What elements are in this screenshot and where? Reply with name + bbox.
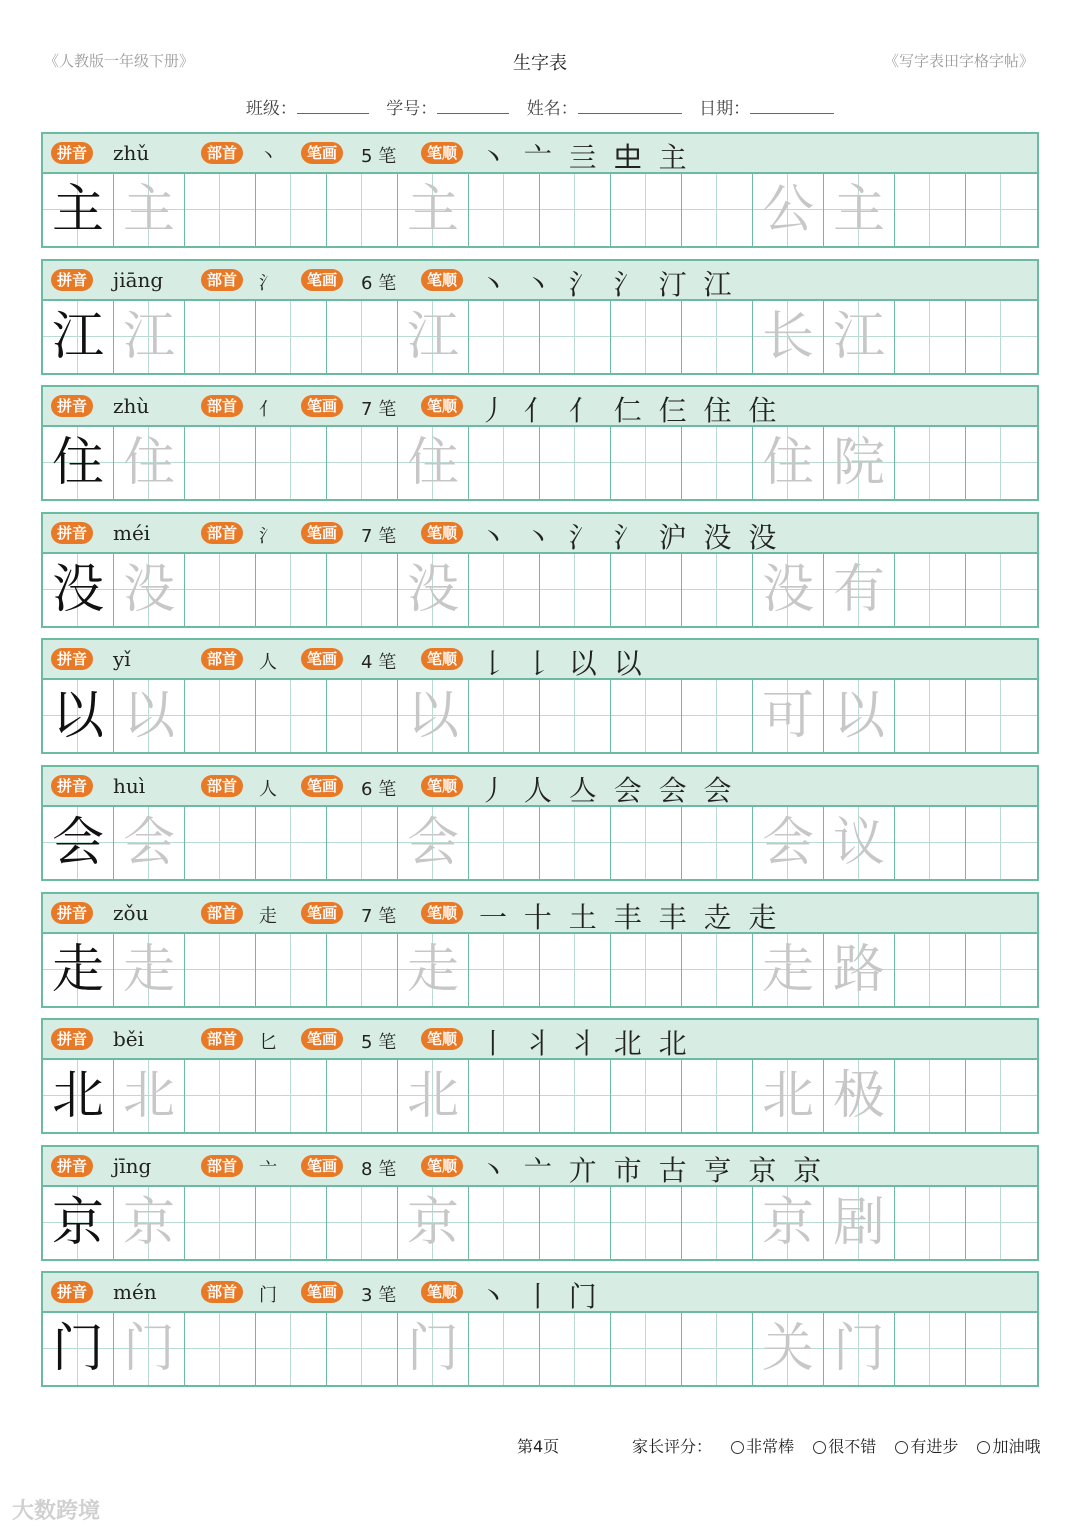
blank-practice-cell[interactable] [966, 680, 1037, 752]
circle-icon [813, 1441, 826, 1454]
stroke-suffix: 笔 [378, 906, 397, 927]
radical-badge: 部首 [201, 269, 243, 291]
blank-practice-cell[interactable] [256, 1187, 327, 1259]
blank-practice-cell[interactable] [540, 934, 611, 1006]
blank-practice-cell[interactable] [327, 934, 398, 1006]
radical-badge: 部首 [201, 522, 243, 544]
blank-practice-cell[interactable] [185, 1187, 256, 1259]
character-info-bar [43, 1020, 1037, 1060]
stroke-order-badge: 笔顺 [421, 1155, 463, 1177]
word-character[interactable]: 可 [753, 680, 824, 752]
pinyin-text: zhù [113, 394, 150, 418]
blank-practice-cell[interactable] [540, 1187, 611, 1259]
word-character[interactable]: 北 [753, 1060, 824, 1132]
model-character[interactable]: 以 [43, 680, 114, 752]
blank-practice-cell[interactable] [327, 680, 398, 752]
strokes-badge: 笔画 [301, 269, 343, 291]
trace-character[interactable]: 京 [398, 1187, 469, 1259]
pinyin-text: huì [113, 774, 146, 798]
circle-icon [731, 1441, 744, 1454]
writing-grid [43, 1060, 1037, 1132]
stroke-count [361, 902, 396, 928]
trace-character[interactable]: 北 [114, 1060, 185, 1132]
stroke-order: 丿 亻 亻 仁 仨 住 住 [479, 394, 781, 427]
character-info-bar [43, 261, 1037, 301]
blank-practice-cell[interactable] [611, 554, 682, 626]
blank-practice-cell[interactable] [256, 174, 327, 246]
radical-text: 走 [259, 906, 277, 927]
blank-practice-cell[interactable] [682, 1060, 753, 1132]
stroke-suffix: 笔 [378, 1285, 397, 1306]
rating-option[interactable]: 非常棒 [731, 1437, 794, 1456]
blank-practice-cell[interactable] [185, 301, 256, 373]
blank-practice-cell[interactable] [611, 680, 682, 752]
stroke-order: 丨 丬 丬 北 北 [479, 1027, 691, 1060]
stroke-count [361, 1028, 396, 1054]
character-row [41, 1018, 1039, 1134]
blank-practice-cell[interactable] [256, 301, 327, 373]
strokes-badge: 笔画 [301, 522, 343, 544]
pinyin-badge: 拼音 [51, 1155, 93, 1177]
blank-practice-cell[interactable] [327, 174, 398, 246]
pinyin-text: mén [113, 1280, 157, 1304]
stroke-order: 丶 亠 亖 𠀐 主 [479, 141, 691, 174]
blank-practice-cell[interactable] [327, 301, 398, 373]
circle-icon [895, 1441, 908, 1454]
stroke-count [361, 1281, 396, 1307]
book-title: 《人教版一年级下册》 [44, 52, 195, 70]
strokes-badge: 笔画 [301, 902, 343, 924]
writing-grid [43, 807, 1037, 879]
writing-grid [43, 1313, 1037, 1385]
trace-character[interactable]: 走 [114, 934, 185, 1006]
blank-practice-cell[interactable] [895, 680, 966, 752]
character-row [41, 765, 1039, 881]
stroke-count-value: 5 [361, 146, 373, 167]
radical-badge: 部首 [201, 395, 243, 417]
blank-practice-cell[interactable] [682, 680, 753, 752]
blank-practice-cell[interactable] [611, 427, 682, 499]
student-number-field[interactable]: 学号： [386, 99, 509, 119]
word-character[interactable]: 有 [824, 554, 895, 626]
name-field[interactable]: 姓名： [527, 99, 682, 119]
writing-grid [43, 301, 1037, 373]
date-field[interactable]: 日期： [699, 99, 834, 119]
trace-character[interactable]: 江 [398, 301, 469, 373]
character-row [41, 512, 1039, 628]
blank-practice-cell[interactable] [966, 554, 1037, 626]
blank-practice-cell[interactable] [256, 680, 327, 752]
stroke-order-badge: 笔顺 [421, 1028, 463, 1050]
trace-character[interactable]: 住 [114, 427, 185, 499]
blank-practice-cell[interactable] [682, 427, 753, 499]
radical-badge: 部首 [201, 902, 243, 924]
radical-badge: 部首 [201, 775, 243, 797]
blank-practice-cell[interactable] [469, 1060, 540, 1132]
blank-practice-cell[interactable] [256, 427, 327, 499]
trace-character[interactable]: 会 [114, 807, 185, 879]
blank-practice-cell[interactable] [895, 1313, 966, 1385]
word-character[interactable]: 京 [753, 1187, 824, 1259]
writing-grid [43, 174, 1037, 246]
pinyin-text: jiāng [113, 268, 164, 292]
trace-character[interactable]: 京 [114, 1187, 185, 1259]
blank-practice-cell[interactable] [540, 807, 611, 879]
blank-practice-cell[interactable] [895, 934, 966, 1006]
radical-badge: 部首 [201, 142, 243, 164]
blank-practice-cell[interactable] [256, 807, 327, 879]
blank-practice-cell[interactable] [682, 554, 753, 626]
blank-practice-cell[interactable] [185, 174, 256, 246]
blank-practice-cell[interactable] [682, 934, 753, 1006]
word-character[interactable]: 没 [753, 554, 824, 626]
blank-practice-cell[interactable] [256, 1313, 327, 1385]
class-field[interactable]: 班级： [246, 99, 369, 119]
blank-practice-cell[interactable] [185, 807, 256, 879]
rating-option[interactable]: 加油哦 [977, 1437, 1040, 1456]
trace-character[interactable]: 没 [114, 554, 185, 626]
blank-practice-cell[interactable] [682, 807, 753, 879]
radical-text: 亻 [259, 399, 277, 420]
model-character[interactable]: 住 [43, 427, 114, 499]
stroke-count-value: 6 [361, 779, 373, 800]
trace-character[interactable]: 以 [398, 680, 469, 752]
blank-practice-cell[interactable] [966, 174, 1037, 246]
stroke-count-value: 8 [361, 1159, 373, 1180]
blank-practice-cell[interactable] [327, 807, 398, 879]
blank-practice-cell[interactable] [327, 1187, 398, 1259]
radical-text: 氵 [259, 526, 277, 547]
word-character[interactable]: 以 [824, 680, 895, 752]
blank-practice-cell[interactable] [895, 427, 966, 499]
radical-text: 丶 [259, 146, 277, 167]
blank-practice-cell[interactable] [611, 934, 682, 1006]
blank-practice-cell[interactable] [540, 427, 611, 499]
pinyin-badge: 拼音 [51, 142, 93, 164]
stroke-order: 丶 丶 氵 氵 汀 江 [479, 268, 736, 301]
character-row [41, 638, 1039, 754]
strokes-badge: 笔画 [301, 1155, 343, 1177]
trace-character[interactable]: 主 [398, 174, 469, 246]
radical-badge: 部首 [201, 1028, 243, 1050]
booklet-title: 《写字表田字格字帖》 [883, 52, 1034, 70]
pinyin-text: zǒu [113, 901, 149, 925]
blank-practice-cell[interactable] [895, 174, 966, 246]
stroke-order-badge: 笔顺 [421, 775, 463, 797]
character-row [41, 892, 1039, 1008]
stroke-suffix: 笔 [378, 146, 397, 167]
character-row [41, 259, 1039, 375]
trace-character[interactable]: 北 [398, 1060, 469, 1132]
strokes-badge: 笔画 [301, 395, 343, 417]
trace-character[interactable]: 住 [398, 427, 469, 499]
blank-practice-cell[interactable] [540, 554, 611, 626]
blank-practice-cell[interactable] [327, 1313, 398, 1385]
blank-practice-cell[interactable] [895, 554, 966, 626]
blank-practice-cell[interactable] [895, 807, 966, 879]
stroke-order: 丿 人 亼 会 会 会 [479, 774, 736, 807]
character-info-bar [43, 1147, 1037, 1187]
pinyin-badge: 拼音 [51, 648, 93, 670]
model-character[interactable]: 江 [43, 301, 114, 373]
model-character[interactable]: 没 [43, 554, 114, 626]
blank-practice-cell[interactable] [540, 174, 611, 246]
trace-character[interactable]: 门 [398, 1313, 469, 1385]
stroke-order-badge: 笔顺 [421, 902, 463, 924]
word-character[interactable]: 长 [753, 301, 824, 373]
writing-grid [43, 1187, 1037, 1259]
character-info-bar [43, 894, 1037, 934]
stroke-order: 𠄌 𠄌 以 以 [479, 647, 646, 680]
stroke-count-value: 7 [361, 906, 373, 927]
blank-practice-cell[interactable] [966, 301, 1037, 373]
blank-practice-cell[interactable] [611, 1313, 682, 1385]
trace-character[interactable]: 江 [114, 301, 185, 373]
stroke-count [361, 269, 396, 295]
pinyin-text: méi [113, 521, 151, 545]
stroke-suffix: 笔 [378, 273, 397, 294]
trace-character[interactable]: 以 [114, 680, 185, 752]
character-row [41, 1145, 1039, 1261]
blank-practice-cell[interactable] [185, 427, 256, 499]
blank-practice-cell[interactable] [895, 301, 966, 373]
page-number: 第4页 [517, 1437, 560, 1456]
trace-character[interactable]: 门 [114, 1313, 185, 1385]
model-character[interactable]: 北 [43, 1060, 114, 1132]
word-character[interactable]: 议 [824, 807, 895, 879]
trace-character[interactable]: 主 [114, 174, 185, 246]
trace-character[interactable]: 没 [398, 554, 469, 626]
blank-practice-cell[interactable] [682, 174, 753, 246]
radical-badge: 部首 [201, 1281, 243, 1303]
writing-grid [43, 554, 1037, 626]
blank-practice-cell[interactable] [966, 1313, 1037, 1385]
word-character[interactable]: 关 [753, 1313, 824, 1385]
pinyin-badge: 拼音 [51, 269, 93, 291]
strokes-badge: 笔画 [301, 775, 343, 797]
stroke-count-value: 6 [361, 273, 373, 294]
blank-practice-cell[interactable] [256, 934, 327, 1006]
blank-practice-cell[interactable] [185, 554, 256, 626]
stroke-order-badge: 笔顺 [421, 1281, 463, 1303]
writing-grid [43, 427, 1037, 499]
pinyin-badge: 拼音 [51, 902, 93, 924]
pinyin-badge: 拼音 [51, 1281, 93, 1303]
student-info [0, 94, 1080, 119]
blank-practice-cell[interactable] [327, 1060, 398, 1132]
strokes-badge: 笔画 [301, 1028, 343, 1050]
stroke-order: 丶 亠 亣 市 古 亨 京 京 [479, 1154, 826, 1187]
stroke-order-badge: 笔顺 [421, 395, 463, 417]
blank-practice-cell[interactable] [469, 427, 540, 499]
blank-practice-cell[interactable] [540, 1313, 611, 1385]
blank-practice-cell[interactable] [469, 174, 540, 246]
blank-practice-cell[interactable] [682, 1187, 753, 1259]
stroke-order-badge: 笔顺 [421, 269, 463, 291]
blank-practice-cell[interactable] [185, 934, 256, 1006]
radical-text: 人 [259, 652, 277, 673]
blank-practice-cell[interactable] [256, 554, 327, 626]
blank-practice-cell[interactable] [185, 680, 256, 752]
stroke-count [361, 522, 396, 548]
word-character[interactable]: 主 [824, 174, 895, 246]
writing-grid [43, 680, 1037, 752]
stroke-count-value: 5 [361, 1032, 373, 1053]
blank-practice-cell[interactable] [611, 1187, 682, 1259]
radical-text: 亠 [259, 1159, 277, 1180]
pinyin-badge: 拼音 [51, 395, 93, 417]
blank-practice-cell[interactable] [895, 1060, 966, 1132]
blank-practice-cell[interactable] [327, 427, 398, 499]
circle-icon [977, 1441, 990, 1454]
blank-practice-cell[interactable] [966, 427, 1037, 499]
stroke-order-badge: 笔顺 [421, 142, 463, 164]
blank-practice-cell[interactable] [540, 301, 611, 373]
rating-option[interactable]: 很不错 [813, 1437, 876, 1456]
radical-text: 氵 [259, 273, 277, 294]
pinyin-text: zhǔ [113, 141, 150, 165]
word-character[interactable]: 走 [753, 934, 824, 1006]
stroke-order: 丶 丨 门 [479, 1280, 601, 1313]
character-info-bar [43, 134, 1037, 174]
pinyin-badge: 拼音 [51, 522, 93, 544]
radical-badge: 部首 [201, 1155, 243, 1177]
blank-practice-cell[interactable] [469, 554, 540, 626]
character-row [41, 385, 1039, 501]
page-title: 生字表 [513, 53, 567, 74]
radical-text: 匕 [259, 1032, 277, 1053]
stroke-order: 丶 丶 氵 氵 沪 没 没 [479, 521, 781, 554]
model-character[interactable]: 会 [43, 807, 114, 879]
blank-practice-cell[interactable] [469, 301, 540, 373]
blank-practice-cell[interactable] [682, 301, 753, 373]
model-character[interactable]: 主 [43, 174, 114, 246]
strokes-badge: 笔画 [301, 648, 343, 670]
radical-badge: 部首 [201, 648, 243, 670]
word-character[interactable]: 院 [824, 427, 895, 499]
pinyin-text: běi [113, 1027, 145, 1051]
rating-option[interactable]: 有进步 [895, 1437, 958, 1456]
stroke-suffix: 笔 [378, 1032, 397, 1053]
strokes-badge: 笔画 [301, 142, 343, 164]
stroke-count-value: 7 [361, 399, 373, 420]
strokes-badge: 笔画 [301, 1281, 343, 1303]
character-row [41, 1271, 1039, 1387]
stroke-suffix: 笔 [378, 652, 397, 673]
word-character[interactable]: 剧 [824, 1187, 895, 1259]
blank-practice-cell[interactable] [966, 934, 1037, 1006]
trace-character[interactable]: 走 [398, 934, 469, 1006]
character-info-bar [43, 1273, 1037, 1313]
radical-text: 人 [259, 779, 277, 800]
pinyin-badge: 拼音 [51, 1028, 93, 1050]
word-character[interactable]: 会 [753, 807, 824, 879]
word-character[interactable]: 公 [753, 174, 824, 246]
blank-practice-cell[interactable] [185, 1060, 256, 1132]
trace-character[interactable]: 会 [398, 807, 469, 879]
stroke-count [361, 1155, 396, 1181]
character-row [41, 132, 1039, 248]
blank-practice-cell[interactable] [469, 807, 540, 879]
model-character[interactable]: 京 [43, 1187, 114, 1259]
blank-practice-cell[interactable] [469, 934, 540, 1006]
blank-practice-cell[interactable] [611, 301, 682, 373]
stroke-order-badge: 笔顺 [421, 648, 463, 670]
stroke-suffix: 笔 [378, 399, 397, 420]
stroke-count [361, 395, 396, 421]
watermark: 大数跨境 [12, 1499, 101, 1524]
stroke-suffix: 笔 [378, 526, 397, 547]
blank-practice-cell[interactable] [256, 1060, 327, 1132]
character-info-bar [43, 767, 1037, 807]
blank-practice-cell[interactable] [611, 1060, 682, 1132]
pinyin-text: yǐ [113, 647, 131, 671]
stroke-suffix: 笔 [378, 779, 397, 800]
word-character[interactable]: 住 [753, 427, 824, 499]
blank-practice-cell[interactable] [895, 1187, 966, 1259]
blank-practice-cell[interactable] [469, 680, 540, 752]
stroke-order-badge: 笔顺 [421, 522, 463, 544]
stroke-count-value: 4 [361, 652, 373, 673]
model-character[interactable]: 走 [43, 934, 114, 1006]
blank-practice-cell[interactable] [469, 1313, 540, 1385]
model-character[interactable]: 门 [43, 1313, 114, 1385]
blank-practice-cell[interactable] [185, 1313, 256, 1385]
radical-text: 门 [259, 1285, 277, 1306]
stroke-count [361, 142, 396, 168]
blank-practice-cell[interactable] [682, 1313, 753, 1385]
stroke-order: 一 十 土 丰 丰 赱 走 [479, 901, 781, 934]
blank-practice-cell[interactable] [611, 807, 682, 879]
stroke-suffix: 笔 [378, 1159, 397, 1180]
parent-rating [632, 1434, 1040, 1457]
blank-practice-cell[interactable] [469, 1187, 540, 1259]
pinyin-badge: 拼音 [51, 775, 93, 797]
pinyin-text: jīng [113, 1154, 152, 1178]
blank-practice-cell[interactable] [327, 554, 398, 626]
character-info-bar [43, 514, 1037, 554]
word-character[interactable]: 极 [824, 1060, 895, 1132]
blank-practice-cell[interactable] [966, 807, 1037, 879]
blank-practice-cell[interactable] [611, 174, 682, 246]
word-character[interactable]: 门 [824, 1313, 895, 1385]
word-character[interactable]: 路 [824, 934, 895, 1006]
blank-practice-cell[interactable] [540, 680, 611, 752]
blank-practice-cell[interactable] [966, 1187, 1037, 1259]
writing-grid [43, 934, 1037, 1006]
stroke-count [361, 648, 396, 674]
stroke-count-value: 7 [361, 526, 373, 547]
rating-label: 家长评分： [632, 1437, 713, 1456]
blank-practice-cell[interactable] [966, 1060, 1037, 1132]
stroke-count-value: 3 [361, 1285, 373, 1306]
blank-practice-cell[interactable] [540, 1060, 611, 1132]
character-info-bar [43, 640, 1037, 680]
word-character[interactable]: 江 [824, 301, 895, 373]
character-info-bar [43, 387, 1037, 427]
stroke-count [361, 775, 396, 801]
